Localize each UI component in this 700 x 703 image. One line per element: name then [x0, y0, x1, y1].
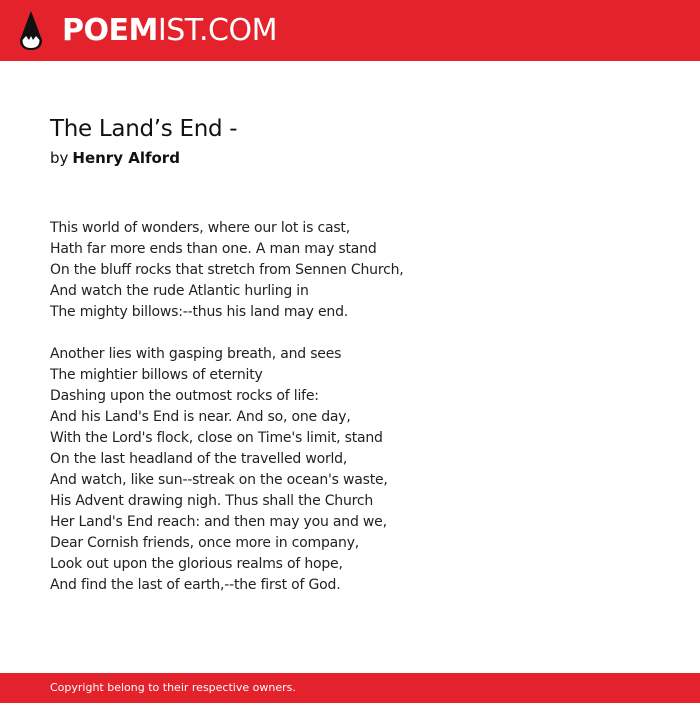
pencil-tip-icon[interactable] — [19, 10, 43, 51]
poem-line: The mighty billows:--thus his land may end. — [50, 304, 349, 320]
logo-light-text: IST.COM — [157, 13, 277, 48]
poem-line: This world of wonders, where our lot is cast, — [50, 220, 350, 236]
stanza — [50, 218, 650, 323]
poem-line: And watch, like sun--streak on the ocean's waste, — [50, 472, 388, 488]
poem-line: On the bluff rocks that stretch from Sennen Church, — [50, 262, 404, 278]
poem-line: His Advent drawing nigh. Thus shall the Church — [50, 493, 374, 509]
logo-bold-text: POEM — [62, 13, 158, 48]
poem-line: Look out upon the glorious realms of hope, — [50, 556, 343, 572]
poem-line: The mightier billows of eternity — [50, 367, 263, 383]
poem-line: Another lies with gasping breath, and sees — [50, 346, 342, 362]
poem-line: On the last headland of the travelled world, — [50, 451, 348, 467]
by-label: by — [50, 149, 69, 167]
site-header — [0, 0, 700, 61]
poem-body — [50, 218, 650, 617]
poem-line: Hath far more ends than one. A man may stand — [50, 241, 377, 257]
poem-line: Dear Cornish friends, once more in company, — [50, 535, 360, 551]
copyright-text: Copyright belong to their respective owners. — [50, 681, 296, 694]
poem-line: With the Lord's flock, close on Time's limit, stand — [50, 430, 383, 446]
site-footer — [0, 673, 700, 703]
site-logo[interactable] — [62, 13, 277, 49]
poem-line: And his Land's End is near. And so, one day, — [50, 409, 351, 425]
poem-byline — [50, 149, 180, 167]
poem-line: And find the last of earth,--the first of God. — [50, 577, 341, 593]
poem-line: Her Land's End reach: and then may you and we, — [50, 514, 387, 530]
poem-line: Dashing upon the outmost rocks of life: — [50, 388, 319, 404]
poem-line: And watch the rude Atlantic hurling in — [50, 283, 309, 299]
poem-title: The Land’s End - — [50, 116, 238, 142]
poem-author[interactable]: Henry Alford — [72, 149, 180, 167]
stanza — [50, 344, 650, 596]
